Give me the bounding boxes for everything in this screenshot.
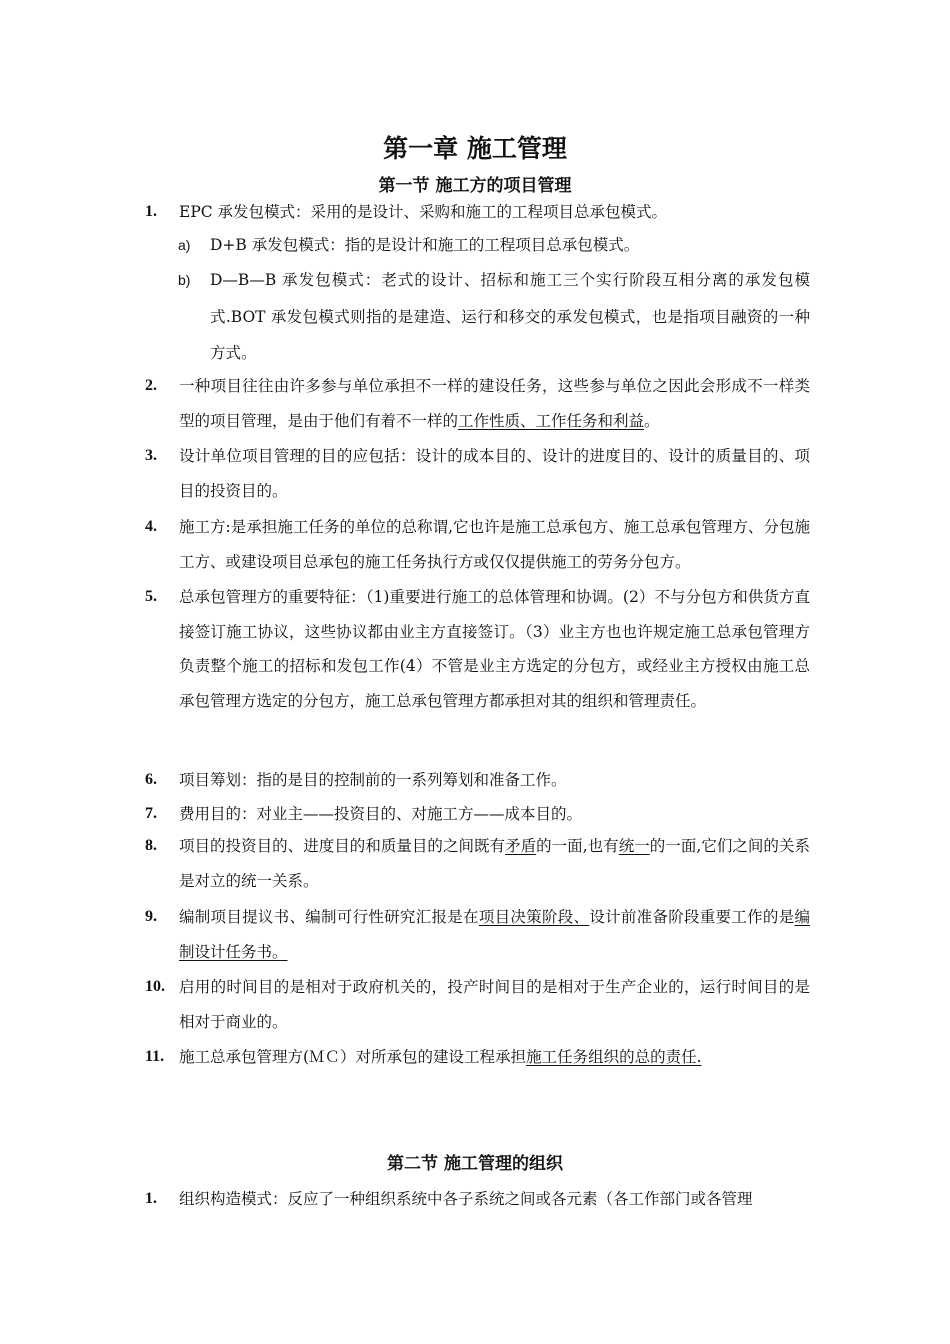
list-item [145,970,810,1039]
item-number: 5. [145,588,157,605]
subitem-letter: a) [178,237,191,253]
item-number: 8. [145,837,157,854]
item-text: 施工方:是承担施工任务的单位的总称谓,它也许是施工总承包方、施工总承包管理方、分包施工方、或建设项目总承包的施工任务执行方或仅仅提供施工的劳务分包方。 [179,518,810,571]
underlined-text: 工作性质、工作任务和利益 [458,411,645,430]
item-text [179,900,810,969]
list-subitem [178,227,810,264]
underlined-text: 施工任务组织的总的责任. [526,1048,702,1066]
subitem-text: D+B 承发包模式：指的是设计和施工的工程项目总承包模式。 [210,236,640,254]
subitem-letter: b) [178,272,191,288]
text-run: 项目的投资目的、进度目的和质量目的之间既有 [179,837,506,855]
item-number: 2. [145,377,157,394]
list-item [145,439,810,508]
item-number: 7. [145,805,157,822]
item-text: 设计单位项目管理的目的应包括：设计的成本目的、设计的进度目的、设计的质量目的、项目的投资目的。 [179,447,810,500]
text-run: 的一面,它们之间的关系是对立的统一关系。 [179,837,810,890]
item-text: 启用的时间目的是相对于政府机关的，投产时间目的是相对于生产企业的，运行时间目的是相对于商业的。 [179,978,810,1031]
section-title: 第二节 施工管理的组织 [387,1154,563,1174]
item-number: 1. [145,1190,157,1207]
list-item [145,1182,810,1217]
item-text [179,369,810,438]
list-item [145,797,810,832]
item-number: 6. [145,771,157,788]
list-item [145,369,810,438]
list-subitem [178,262,810,372]
list-item [145,195,810,230]
text-run: 设计前准备阶段重要工作的是 [589,908,795,926]
item-text: EPC 承发包模式：采用的是设计、采购和施工的工程项目总承包模式。 [179,203,668,221]
section-title: 第一节 施工方的项目管理 [378,176,572,196]
item-text [179,1040,810,1075]
text-run: 编制项目提议书、编制可行性研究汇报是在 [179,908,479,926]
underlined-text: 项目决策阶段、 [478,908,590,926]
item-text: 费用目的：对业主——投资目的、对施工方——成本目的。 [179,805,583,823]
text-run: 一种项目往往由许多参与单位承担不一样的建设任务，这些参与单位之因此会形成不一样类型的项目管理，是由于他们有着不一样的 [179,377,810,430]
item-number: 9. [145,908,157,925]
item-text: 总承包管理方的重要特征：（1)重要进行施工的总体管理和协调。(2）不与分包方和供货方直接签订施工协议，这些协议都由业主方直接签订。（3）业主方也也许规定施工总承包管理方负责整个施工的招标和发包工作(4）不管是业主方选定的分包方，或经业主方授权由施工总承包管理方选定的分包方，施工总承包管理方都承担对其的组织和管理责任。 [179,588,810,710]
text-run: 施工总承包管理方(ＭＣ）对所承包的建设工程承担 [179,1048,527,1066]
text-run: 的一面,也有 [536,837,619,855]
list-item [145,580,810,718]
subitem-text: D—B—B 承发包模式：老式的设计、招标和施工三个实行阶段互相分离的承发包模式.BOT 承发包模式则指的是建造、运行和移交的承发包模式，也是指项目融资的一种方式。 [210,271,810,362]
item-text: 项目筹划：指的是目的控制前的一系列筹划和准备工作。 [179,771,567,789]
item-number: 11. [145,1048,165,1065]
list-item [145,829,810,898]
underlined-text: 编制设计任务书。 [179,908,810,961]
item-text: 组织构造模式：反应了一种组织系统中各子系统之间或各元素（各工作部门或各管理 [179,1190,753,1208]
underlined-text: 矛盾 [505,837,537,855]
text-run: 。 [644,411,660,430]
item-text [179,829,810,898]
list-item [145,763,810,798]
list-item [145,1040,810,1075]
item-number: 10. [145,978,165,995]
chapter-title: 第一章 施工管理 [383,134,567,163]
item-number: 4. [145,518,157,535]
item-number: 1. [145,203,157,220]
item-number: 3. [145,447,157,464]
list-item [145,510,810,579]
list-item [145,900,810,969]
underlined-text: 统一 [618,837,650,855]
